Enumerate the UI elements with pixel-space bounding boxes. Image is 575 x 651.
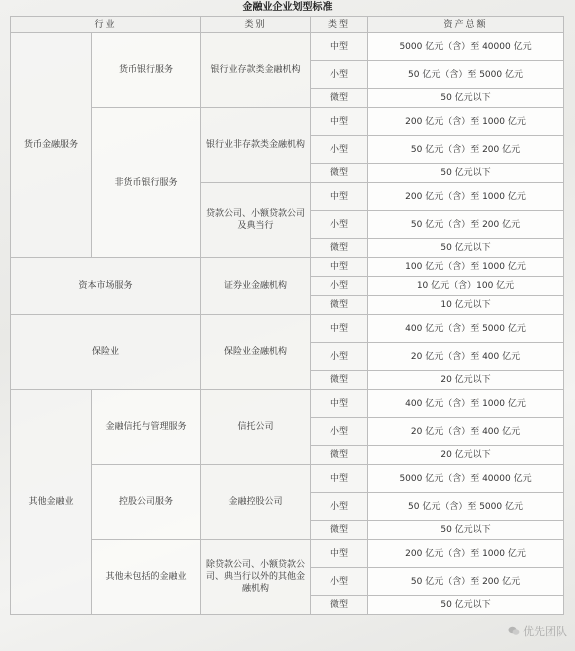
asset-range: 50 亿元以下 — [368, 164, 564, 183]
size-medium: 中型 — [311, 390, 368, 418]
size-small: 小型 — [311, 418, 368, 446]
asset-range: 200 亿元（含）至 1000 亿元 — [368, 108, 564, 136]
asset-range: 20 亿元以下 — [368, 371, 564, 390]
category-other-inst: 除贷款公司、小额贷款公司、典当行以外的其他金融机构 — [201, 540, 311, 615]
asset-range: 10 亿元以下 — [368, 296, 564, 315]
size-medium: 中型 — [311, 315, 368, 343]
size-small: 小型 — [311, 211, 368, 239]
table-header-row — [11, 17, 564, 33]
category-nondeposit-inst: 银行业非存款类金融机构 — [201, 108, 311, 183]
header-category: 类别 — [201, 17, 311, 33]
asset-range: 50 亿元（含）至 200 亿元 — [368, 136, 564, 164]
table-title: 金融业企业划型标准 — [242, 2, 333, 13]
size-small: 小型 — [311, 493, 368, 521]
asset-range: 50 亿元以下 — [368, 521, 564, 540]
header-industry: 行业 — [11, 17, 201, 33]
subindustry-holding: 控股公司服务 — [92, 465, 201, 540]
size-micro: 微型 — [311, 371, 368, 390]
size-medium: 中型 — [311, 183, 368, 211]
asset-range: 200 亿元（含）至 1000 亿元 — [368, 540, 564, 568]
size-micro: 微型 — [311, 89, 368, 108]
industry-other: 其他金融业 — [11, 390, 92, 615]
asset-range: 50 亿元以下 — [368, 596, 564, 615]
asset-range: 400 亿元（含）至 1000 亿元 — [368, 390, 564, 418]
header-type: 类型 — [311, 17, 368, 33]
industry-monetary: 货币金融服务 — [11, 33, 92, 258]
size-micro: 微型 — [311, 521, 368, 540]
size-micro: 微型 — [311, 164, 368, 183]
size-micro: 微型 — [311, 239, 368, 258]
category-loan-co: 贷款公司、小额贷款公司及典当行 — [201, 183, 311, 258]
asset-range: 50 亿元（含）至 200 亿元 — [368, 211, 564, 239]
asset-range: 50 亿元以下 — [368, 239, 564, 258]
wechat-icon — [508, 626, 520, 636]
asset-range: 50 亿元（含）至 200 亿元 — [368, 568, 564, 596]
asset-range: 5000 亿元（含）至 40000 亿元 — [368, 33, 564, 61]
size-small: 小型 — [311, 136, 368, 164]
subindustry-nonbank: 非货币银行服务 — [92, 108, 201, 258]
watermark — [508, 623, 567, 639]
table-row — [11, 108, 564, 136]
subindustry-bank: 货币银行服务 — [92, 33, 201, 108]
size-small: 小型 — [311, 277, 368, 296]
table-row — [11, 315, 564, 343]
asset-range: 200 亿元（含）至 1000 亿元 — [368, 183, 564, 211]
table-row — [11, 465, 564, 493]
subindustry-trust: 金融信托与管理服务 — [92, 390, 201, 465]
category-deposit-inst: 银行业存款类金融机构 — [201, 33, 311, 108]
asset-range: 20 亿元（含）至 400 亿元 — [368, 418, 564, 446]
industry-capital: 资本市场服务 — [11, 258, 201, 315]
subindustry-other-nec: 其他未包括的金融业 — [92, 540, 201, 615]
size-medium: 中型 — [311, 465, 368, 493]
watermark-text: 优先团队 — [523, 625, 567, 638]
header-assets: 资产总额 — [368, 17, 564, 33]
category-trust-co: 信托公司 — [201, 390, 311, 465]
asset-range: 50 亿元（含）至 5000 亿元 — [368, 493, 564, 521]
size-small: 小型 — [311, 61, 368, 89]
category-securities: 证券业金融机构 — [201, 258, 311, 315]
size-micro: 微型 — [311, 596, 368, 615]
asset-range: 400 亿元（含）至 5000 亿元 — [368, 315, 564, 343]
table-row — [11, 258, 564, 277]
asset-range: 50 亿元以下 — [368, 89, 564, 108]
size-micro: 微型 — [311, 296, 368, 315]
asset-range: 50 亿元（含）至 5000 亿元 — [368, 61, 564, 89]
asset-range: 100 亿元（含）至 1000 亿元 — [368, 258, 564, 277]
size-medium: 中型 — [311, 108, 368, 136]
table-row — [11, 390, 564, 418]
category-holding-inst: 金融控股公司 — [201, 465, 311, 540]
table-row — [11, 540, 564, 568]
size-small: 小型 — [311, 343, 368, 371]
size-medium: 中型 — [311, 258, 368, 277]
classification-table — [10, 16, 564, 615]
size-small: 小型 — [311, 568, 368, 596]
asset-range: 20 亿元（含）至 400 亿元 — [368, 343, 564, 371]
asset-range: 20 亿元以下 — [368, 446, 564, 465]
size-medium: 中型 — [311, 33, 368, 61]
category-insurance-inst: 保险业金融机构 — [201, 315, 311, 390]
table-row — [11, 33, 564, 61]
size-micro: 微型 — [311, 446, 368, 465]
asset-range: 5000 亿元（含）至 40000 亿元 — [368, 465, 564, 493]
size-medium: 中型 — [311, 540, 368, 568]
industry-insurance: 保险业 — [11, 315, 201, 390]
asset-range: 10 亿元（含）100 亿元 — [368, 277, 564, 296]
